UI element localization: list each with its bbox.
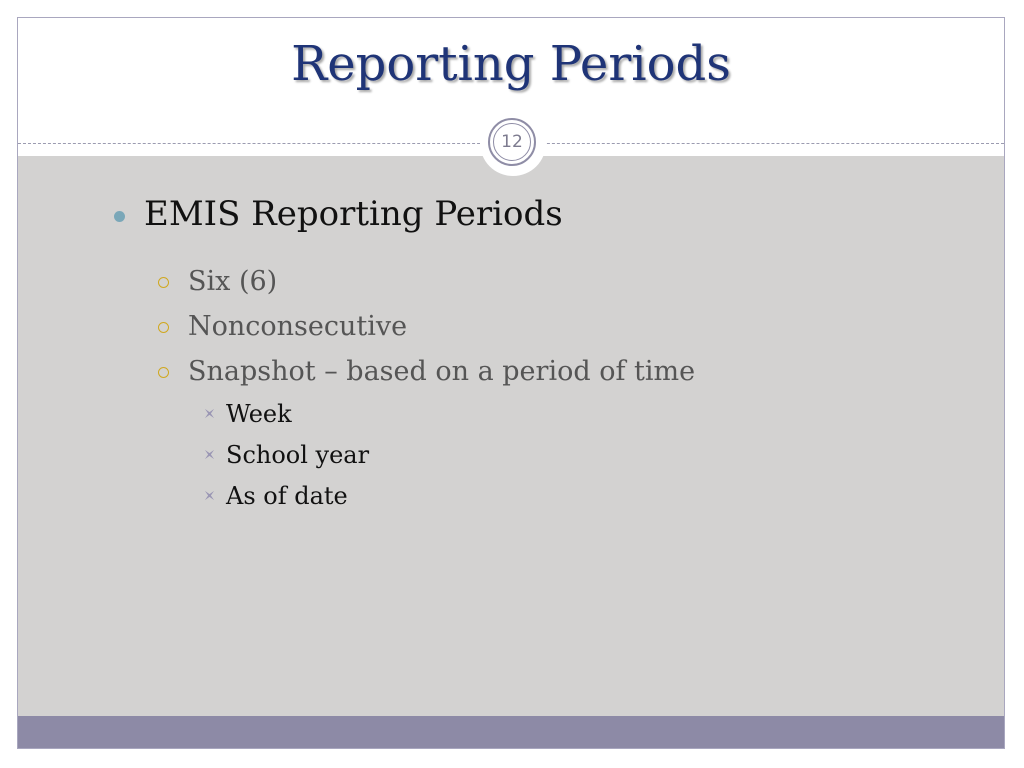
bullet-week <box>226 400 292 428</box>
filled-circle-bullet-icon <box>114 211 125 222</box>
footer-bar <box>18 716 1004 749</box>
bullet-snapshot <box>188 356 695 387</box>
bullet-text: Week <box>226 400 292 428</box>
page-number-badge <box>488 118 536 166</box>
bullet-text: As of date <box>226 482 348 510</box>
ring-bullet-icon <box>158 277 169 288</box>
content-area <box>18 156 1004 716</box>
bullet-text: EMIS Reporting Periods <box>144 194 563 234</box>
bullet-emis-reporting-periods <box>144 194 563 234</box>
bullet-nonconsecutive <box>188 311 407 342</box>
bullet-school-year <box>226 441 369 469</box>
ring-bullet-icon <box>158 322 169 333</box>
four-point-star-bullet-icon <box>204 408 215 419</box>
page-number: 12 <box>493 123 531 161</box>
four-point-star-bullet-icon <box>204 490 215 501</box>
slide-title: Reporting Periods <box>291 36 731 92</box>
bullet-six <box>188 266 277 297</box>
ring-bullet-icon <box>158 367 169 378</box>
bullet-text: Nonconsecutive <box>188 311 408 342</box>
bullet-text: Snapshot – based on a period of time <box>188 356 696 387</box>
bullet-text: School year <box>226 441 370 469</box>
bullet-as-of-date <box>226 482 348 510</box>
bullet-text: Six (6) <box>188 266 278 297</box>
four-point-star-bullet-icon <box>204 449 215 460</box>
